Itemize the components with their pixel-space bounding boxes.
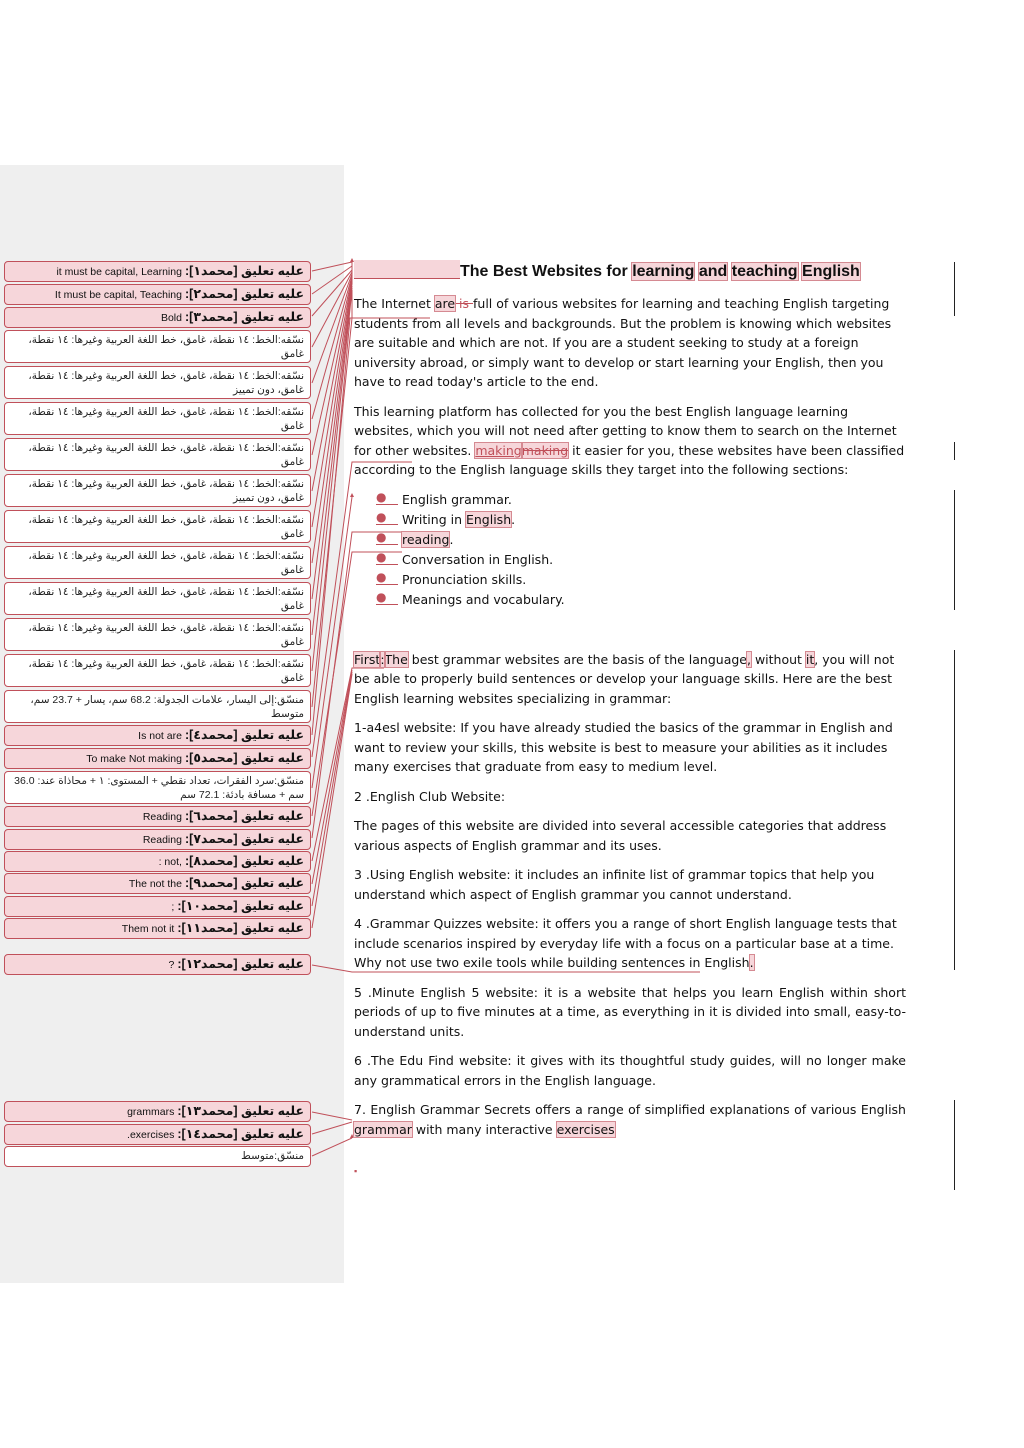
paragraph-platform: This learning platform has collected for you the best English language learning websites, which you will not need after getting to know them to search on the Internet for other websites. makingmaking it easier for you, these websites have been classified according to the English language skills they target into the following sections: xyxy=(354,403,905,477)
bullet-icon: ● xyxy=(376,590,398,605)
title-highlight[interactable]: learning xyxy=(632,263,695,280)
inserted-text[interactable]: are xyxy=(434,296,456,311)
paragraph-item-4: 4 .Grammar Quizzes website: it offers you a range of short English language tests that include scenarios inspired by everyday life with a focus on a particular base at a time. Why not use two exile tools while building sentences in English. xyxy=(354,916,897,970)
list-item: ● Meanings and vocabulary. xyxy=(376,589,565,607)
title-highlight[interactable]: and xyxy=(698,263,728,280)
comment-text: Reading xyxy=(142,834,182,846)
document-title xyxy=(354,260,906,284)
bullet-icon: ● xyxy=(376,510,398,525)
commented-text[interactable]: . xyxy=(749,955,754,970)
paragraph-mark-icon: ▪ xyxy=(354,1166,358,1176)
format-text: نسّقه:الخط: ١٤ نقطة، غامق، خط اللغة العربية وغيرها: ١٤ نقطة، غامق xyxy=(28,442,304,468)
change-bar xyxy=(954,442,955,460)
paragraph-item-2: 2 .English Club Website: xyxy=(354,788,506,804)
comment-author: عليه تعليق [محمد٥]: xyxy=(185,751,304,765)
comment-author: عليه تعليق [محمد٩]: xyxy=(185,876,304,890)
comment-text: ,not : xyxy=(158,856,182,868)
comment-text: it must be capital, Learning xyxy=(56,266,182,278)
comment-author: عليه تعليق [محمد٨]: xyxy=(185,854,304,868)
commented-text[interactable]: it xyxy=(805,651,815,667)
paragraph-item-7: 7. English Grammar Secrets offers a range of simplified explanations of various English grammar with many interactive exercises xyxy=(354,1102,906,1137)
format-text: نسّقه:الخط: ١٤ نقطة، غامق، خط اللغة العربية وغيرها: ١٤ نقطة، غامق xyxy=(28,550,304,576)
comment-author: عليه تعليق [محمد٧]: xyxy=(185,832,304,846)
comment-text: grammars xyxy=(127,1106,175,1118)
deleted-text[interactable]: is xyxy=(455,296,473,311)
comment-author: عليه تعليق [محمد١٠]: xyxy=(177,899,304,913)
comment-text: To make Not making xyxy=(86,753,182,765)
list-item: ● Conversation in English. xyxy=(376,549,554,567)
paragraph-intro: The Internet are is full of various websites for learning and teaching English targeting students from all levels and backgrounds. But the problem is knowing which websites are suitable and which are not. If you are a student seeking to study at a foreign university abroad, or simply want to develop or start learning your English, then you have to read today's article to the end. xyxy=(354,296,892,389)
format-text: نسّقه:الخط: ١٤ نقطة، غامق، خط اللغة العربية وغيرها: ١٤ نقطة، غامق xyxy=(28,514,304,540)
comment-text: Is not are xyxy=(138,730,182,742)
comment-author: عليه تعليق [محمد١]: xyxy=(185,264,304,278)
format-text: منسّق:سرد الفقرات، تعداد نقطي + المستوى: ١ + محاذاة عند: 36.0 سم + مسافة بادئة: 72.1 سم xyxy=(14,775,304,801)
comment-text: Bold xyxy=(160,312,182,324)
format-text: نسّقه:الخط: ١٤ نقطة، غامق، خط اللغة العربية وغيرها: ١٤ نقطة، غامق xyxy=(28,586,304,612)
paragraph-item-5: 5 .Minute English 5 website: it is a website that helps you learn English within short periods of up to five minutes at a time, as everything in it is divided into small, easy-to-understand units. xyxy=(354,984,906,1039)
list-item: ● Writing in English. xyxy=(376,509,516,527)
comment-author: عليه تعليق [محمد٣]: xyxy=(185,310,304,324)
comment-text: ? xyxy=(168,959,175,971)
document-page[interactable] xyxy=(354,260,906,1149)
format-text: نسّقه:الخط: ١٤ نقطة، غامق، خط اللغة العربية وغيرها: ١٤ نقطة، غامق xyxy=(28,406,304,432)
title-text: The Best Websites for xyxy=(460,263,633,280)
commented-text[interactable]: exercises xyxy=(556,1121,615,1137)
comment-author: عليه تعليق [محمد٢]: xyxy=(185,287,304,301)
format-text: نسّقه:الخط: ١٤ نقطة، غامق، خط اللغة العربية وغيرها: ١٤ نقطة، غامق xyxy=(28,334,304,360)
list-item: ● Pronunciation skills. xyxy=(376,569,527,587)
bullet-icon: ● xyxy=(376,530,398,545)
commented-text[interactable]: The xyxy=(384,651,408,667)
change-bar xyxy=(954,650,955,970)
comment-author: عليه تعليق [محمد٦]: xyxy=(185,809,304,823)
commented-text[interactable]: reading xyxy=(402,531,450,547)
comment-author: عليه تعليق [محمد٤]: xyxy=(185,728,304,742)
bullet-icon: ● xyxy=(376,490,398,505)
commented-text[interactable]: grammar xyxy=(354,1121,412,1137)
paragraph-item-1: 1-a4esl website: If you have already studied the basics of the grammar in English and want to review your skills, this website is best to measure your abilities as it includes many exercises that graduate from easy to medium level. xyxy=(354,720,893,774)
deleted-text[interactable]: making xyxy=(521,442,569,458)
format-text: منسّق:متوسط xyxy=(241,1150,304,1162)
change-bar xyxy=(954,262,955,316)
comment-text: Them not it xyxy=(121,923,175,935)
comment-text: The not the xyxy=(128,878,182,890)
format-text: نسّقه:الخط: ١٤ نقطة، غامق، خط اللغة العربية وغيرها: ١٤ نقطة، غامق، دون تمييز xyxy=(28,478,304,504)
title-indent xyxy=(354,260,460,279)
comment-text: exercises. xyxy=(127,1129,175,1141)
comment-author: عليه تعليق [محمد١١]: xyxy=(177,921,304,935)
comment-author: عليه تعليق [محمد١٣]: xyxy=(177,1104,304,1118)
format-text: نسّقه:الخط: ١٤ نقطة، غامق، خط اللغة العربية وغيرها: ١٤ نقطة، غامق، دون تمييز xyxy=(28,370,304,396)
comment-text: ; xyxy=(171,901,175,913)
format-text: نسّقه:الخط: ١٤ نقطة، غامق، خط اللغة العربية وغيرها: ١٤ نقطة، غامق xyxy=(28,622,304,648)
commented-text[interactable]: , xyxy=(746,651,751,667)
format-text: نسّقه:الخط: ١٤ نقطة، غامق، خط اللغة العربية وغيرها: ١٤ نقطة، غامق xyxy=(28,658,304,684)
inserted-text[interactable]: making xyxy=(475,442,522,458)
comment-author: عليه تعليق [محمد١٤]: xyxy=(177,1127,304,1141)
commented-text[interactable]: First xyxy=(354,651,381,667)
bullet-icon: ● xyxy=(376,550,398,565)
comment-author: عليه تعليق [محمد١٢]: xyxy=(177,957,304,971)
paragraph-grammar: First:The best grammar websites are the basis of the language, without it, you will not be able to properly build sentences or develop your language skills. Here are the best English learning websites specializing in grammar: xyxy=(354,651,895,706)
paragraph-item-6: 6 .The Edu Find website: it gives with its thoughtful study guides, will no longer make any grammatical errors in the English language. xyxy=(354,1053,906,1088)
list-item: ● English grammar. xyxy=(376,489,512,507)
commented-text[interactable]: English xyxy=(465,511,512,527)
paragraph-item-2-desc: The pages of this website are divided into several accessible categories that address various aspects of English grammar and its uses. xyxy=(354,818,887,853)
change-bar xyxy=(954,1100,955,1190)
commented-text[interactable]: : xyxy=(380,651,385,667)
list-item: ● reading. xyxy=(376,529,454,547)
format-text: منسّق:إلى اليسار، علامات الجدولة: 68.2 سم، يسار + 23.7 سم، متوسط xyxy=(30,694,304,720)
title-highlight[interactable]: teaching xyxy=(731,263,798,280)
change-bar xyxy=(954,490,955,610)
comment-text: Reading xyxy=(142,811,182,823)
comment-text: It must be capital, Teaching xyxy=(54,289,182,301)
paragraph-item-3: 3 .Using English website: it includes an infinite list of grammar topics that help you understand which aspect of English grammar you cannot understand. xyxy=(354,867,875,902)
bullet-icon: ● xyxy=(376,570,398,585)
skills-list xyxy=(354,490,906,610)
title-highlight[interactable]: English xyxy=(802,263,860,280)
